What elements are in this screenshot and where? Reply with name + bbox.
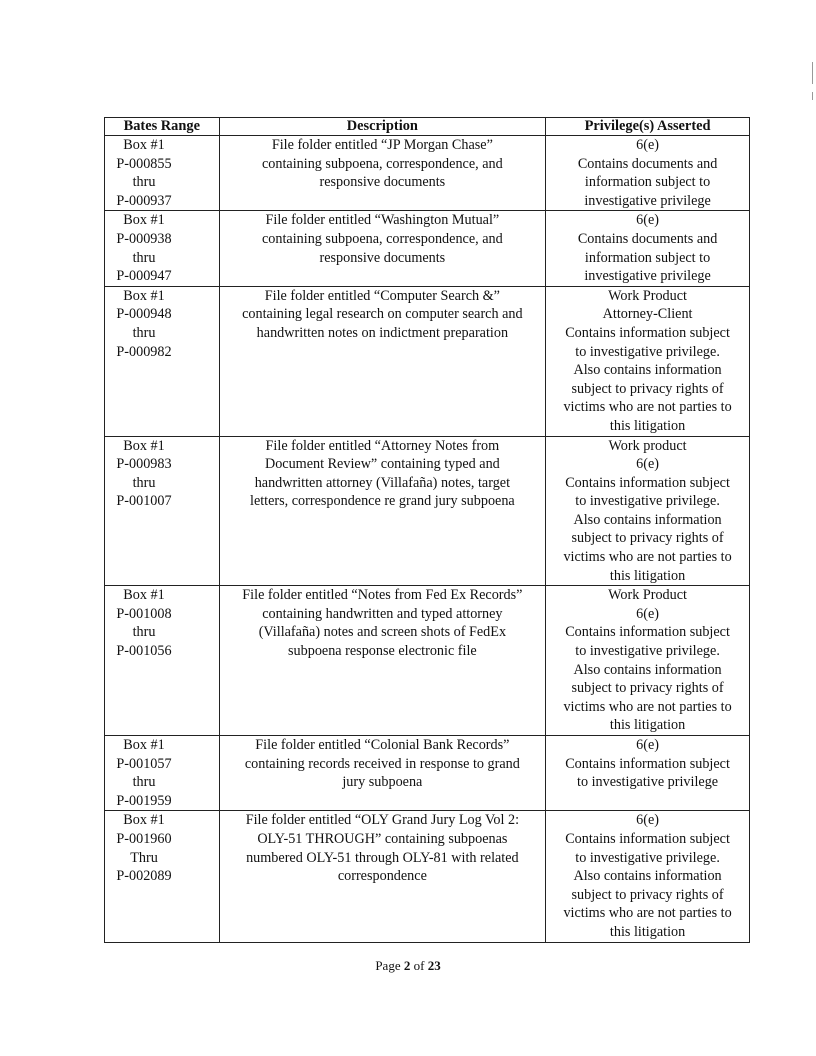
cell-line: handwritten attorney (Villafaña) notes, target [254,474,511,491]
cell-line: P-001008 [116,605,172,622]
footer-of-label: of [413,958,425,973]
bates-range-cell [105,286,220,436]
cell-line: Work Product [608,587,687,604]
table-row [105,736,750,811]
cell-line: information subject to [584,249,711,266]
bates-range-lines [108,811,180,885]
bates-range-lines [108,136,180,210]
header-privileges-asserted: Privilege(s) Asserted [546,118,750,136]
bates-range-cell [105,586,220,736]
cell-line: victims who are not parties to [563,698,732,715]
cell-line: P-000982 [116,343,172,360]
description-cell [219,286,546,436]
cell-line: responsive documents [319,249,446,266]
cell-line: this litigation [609,923,686,940]
table-row [105,436,750,586]
cell-line: P-000938 [116,230,172,247]
description-cell [219,136,546,211]
bates-range-cell [105,436,220,586]
cell-line: File folder entitled “JP Morgan Chase” [271,137,493,153]
cell-line: containing handwritten and typed attorney [262,605,503,622]
privilege-cell [546,736,750,811]
header-description: Description [219,118,546,136]
cell-line: Contains information subject [565,830,730,847]
scan-margin-mark [812,92,813,100]
cell-line: subject to privacy rights of [571,886,724,903]
cell-line: to investigative privilege [577,774,719,791]
cell-line: thru [132,474,156,491]
cell-line: Also contains information [573,868,722,885]
cell-line: P-001960 [116,830,172,847]
cell-line: to investigative privilege. [575,493,720,510]
cell-line: Box #1 [123,212,165,229]
privilege-cell [546,211,750,286]
cell-line: Thru [130,849,158,866]
cell-line: Box #1 [123,287,165,304]
cell-line: 6(e) [636,137,659,153]
bates-range-cell [105,136,220,211]
cell-line: File folder entitled “Computer Search &” [264,287,500,304]
cell-line: jury subpoena [342,774,423,791]
cell-line: investigative privilege [584,268,711,285]
description-cell [219,736,546,811]
footer-total-pages: 23 [427,958,441,973]
description-cell [219,436,546,586]
cell-line: thru [132,174,156,191]
bates-range-cell [105,211,220,286]
cell-line: P-001056 [116,643,172,660]
privilege-cell [546,436,750,586]
cell-line: thru [132,624,156,641]
cell-line: 6(e) [636,605,659,622]
cell-line: subject to privacy rights of [571,680,724,697]
cell-line: correspondence [337,868,427,885]
cell-line: Also contains information [573,661,722,678]
cell-line: P-000983 [116,456,172,473]
privilege-cell [546,811,750,942]
cell-line: Box #1 [123,437,165,454]
cell-line: Box #1 [123,587,165,604]
table-row [105,811,750,942]
cell-line: Contains information subject [565,624,730,641]
cell-line: containing subpoena, correspondence, and [262,230,503,247]
cell-line: Contains documents and [577,155,718,172]
cell-line: information subject to [584,174,711,191]
cell-line: Box #1 [123,137,165,153]
cell-line: victims who are not parties to [563,549,732,566]
cell-line: this litigation [609,717,686,734]
cell-line: File folder entitled “Colonial Bank Records” [255,737,510,753]
cell-line: (Villafaña) notes and screen shots of FedEx [258,624,507,641]
cell-line: Attorney-Client [602,306,693,323]
privilege-cell [546,586,750,736]
cell-line: Also contains information [573,362,722,379]
table-row [105,586,750,736]
cell-line: this litigation [609,417,686,434]
scan-margin-mark [812,62,813,84]
cell-line: Also contains information [573,511,722,528]
cell-line: letters, correspondence re grand jury subpoena [250,493,515,510]
footer-current-page: 2 [403,958,411,973]
cell-line: investigative privilege [584,192,711,209]
cell-line: 6(e) [636,212,659,229]
table-body [105,136,750,943]
table-row [105,286,750,436]
cell-line: numbered OLY-51 through OLY-81 with related [246,849,519,866]
cell-line: Work Product [608,287,687,304]
cell-line: Contains documents and [577,230,718,247]
table-row [105,211,750,286]
cell-line: P-000855 [116,155,172,172]
cell-line: to investigative privilege. [575,343,720,360]
cell-line: subpoena response electronic file [288,643,477,660]
cell-line: P-000947 [116,268,172,285]
cell-line: containing legal research on computer search and [242,306,523,323]
cell-line: to investigative privilege. [575,643,720,660]
bates-range-lines [108,211,180,285]
table-header-row [105,118,750,136]
cell-line: Work product [608,437,687,454]
cell-line: P-001007 [116,493,172,510]
privilege-cell [546,286,750,436]
cell-line: P-000937 [116,192,172,209]
cell-line: thru [132,774,156,791]
bates-range-cell [105,736,220,811]
cell-line: this litigation [609,567,686,584]
cell-line: subject to privacy rights of [571,380,724,397]
privilege-log-table [104,117,750,943]
footer-page-label: Page [375,958,401,973]
description-cell [219,211,546,286]
cell-line: File folder entitled “Attorney Notes from [265,437,500,454]
bates-range-lines [108,287,180,361]
table-row [105,136,750,211]
cell-line: to investigative privilege. [575,849,720,866]
cell-line: thru [132,324,156,341]
header-bates-range: Bates Range [105,118,220,136]
cell-line: handwritten notes on indictment preparation [256,324,509,341]
bates-range-lines [108,736,180,810]
description-cell [219,586,546,736]
cell-line: OLY-51 THROUGH” containing subpoenas [257,830,508,847]
cell-line: thru [132,249,156,266]
cell-line: File folder entitled “Washington Mutual” [265,212,500,229]
cell-line: victims who are not parties to [563,905,732,922]
cell-line: containing subpoena, correspondence, and [262,155,503,172]
cell-line: 6(e) [636,737,659,753]
cell-line: victims who are not parties to [563,399,732,416]
cell-line: subject to privacy rights of [571,530,724,547]
cell-line: P-001057 [116,755,172,772]
cell-line: Contains information subject [565,324,730,341]
cell-line: Box #1 [123,812,165,829]
cell-line: P-001959 [116,792,172,809]
cell-line: containing records received in response to grand [244,755,520,772]
cell-line: 6(e) [636,456,659,473]
cell-line: Box #1 [123,737,165,753]
cell-line: File folder entitled “Notes from Fed Ex Records” [242,587,523,604]
cell-line: Contains information subject [565,755,730,772]
cell-line: responsive documents [319,174,446,191]
cell-line: 6(e) [636,812,659,829]
privilege-cell [546,136,750,211]
page-footer [0,958,816,974]
cell-line: Contains information subject [565,474,730,491]
bates-range-lines [108,437,180,511]
cell-line: P-000948 [116,306,172,323]
cell-line: File folder entitled “OLY Grand Jury Log Vol 2: [245,812,520,829]
bates-range-cell [105,811,220,942]
cell-line: Document Review” containing typed and [264,456,500,473]
description-cell [219,811,546,942]
cell-line: P-002089 [116,868,172,885]
bates-range-lines [108,586,180,660]
